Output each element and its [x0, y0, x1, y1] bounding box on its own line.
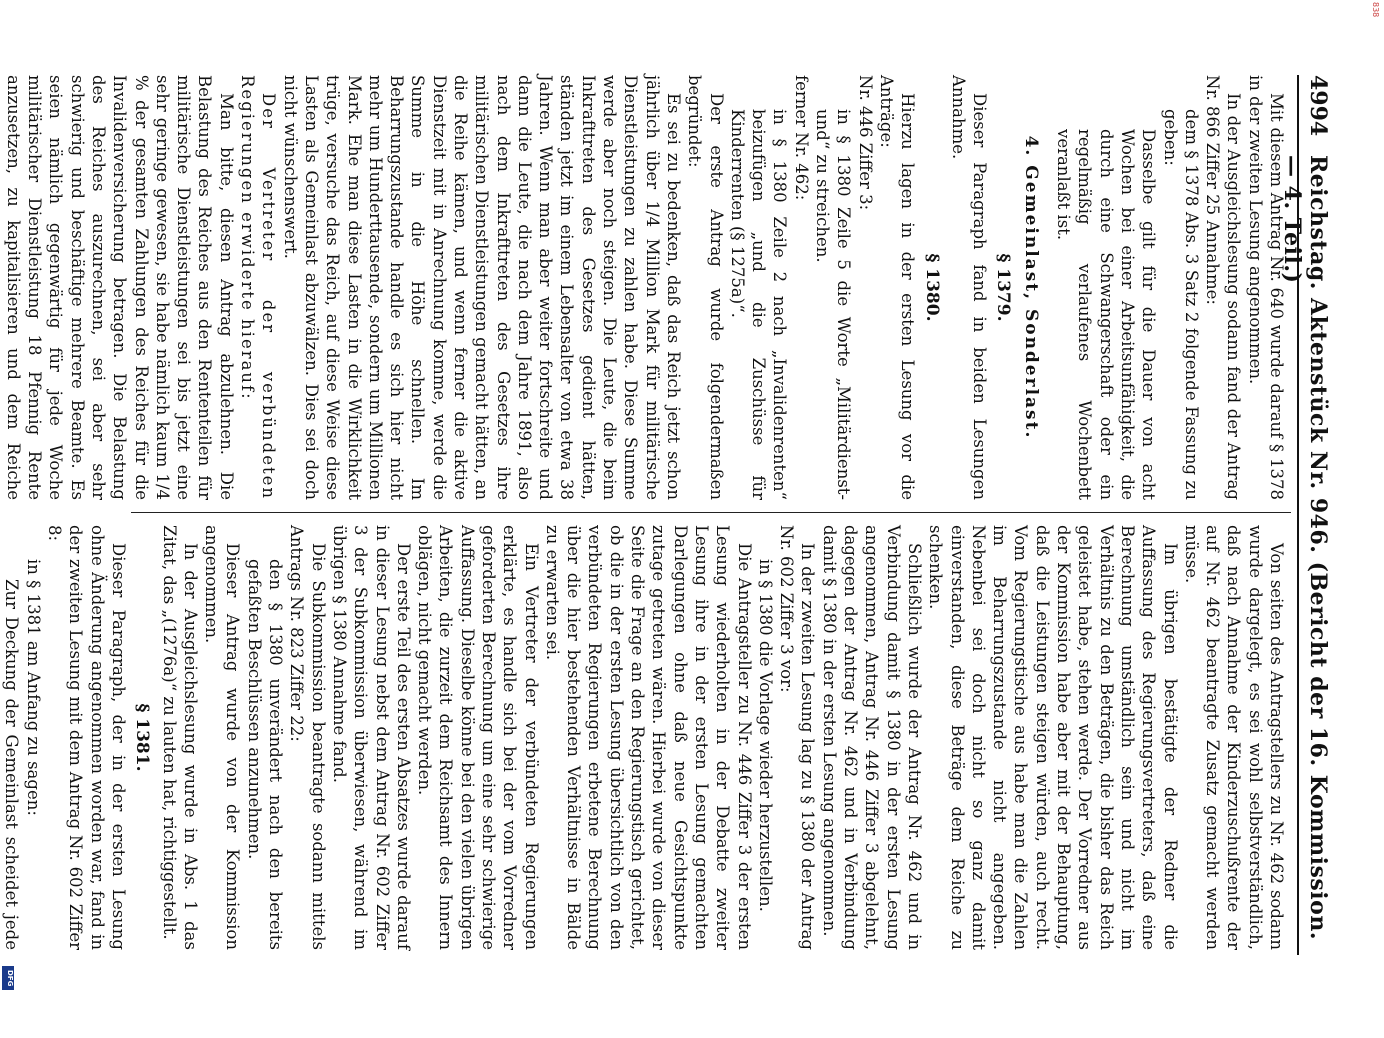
column-divider: [131, 512, 1291, 513]
paragraph: Es sei zu bedenken, daß das Reich jetzt schon jährlich über 1/4 Million Mark für militärische Dienstleistungen zu zahlen habe. Diese Summe werde aber noch steigen. Die Leute, die beim Inkrafttreten des Gesetzes gedient hätten, ständen jetzt im einem Lebensalter von etwa 38 Jahren. Wenn man aber weiter fortschreite und dann die Leute, die nach dem Jahre 1891, also nach dem Inkrafttreten des Gesetzes ihre militärischen Dienstleistungen gemacht hätten, an die Reihe kämen, und wenn ferner die aktive Dienstzeit mit in Anrechnung komme, werde die Summe in die Höhe schnellen. Im Beharrungszustande handle es sich hier nicht mehr um Hunderttausende, sondern um Millionen Mark. Ehe man diese Lasten in die Wirklichkeit trüge, versuche das Reich, auf diese Weise diese Lasten als Gemeinlast abzuwälzen. Dies sei doch nicht wünschenswert.: [280, 75, 683, 500]
quoted-text: Zur Deckung der Gemeinlast scheidet jede: [2, 579, 22, 950]
quoted-text: in § 1380 Zeile 2 nach „Invalidenrenten“ beizufügen „und die Zuschüsse für Kinderrenten (§ 1275a)“.: [727, 109, 790, 500]
quoted-text: in § 1380 die Vorlage wieder herzustellen.: [755, 559, 775, 912]
paragraph: Mit diesem Antrag Nr. 640 wurde darauf § 1378 in der zweiten Lesung angenommen.: [1245, 75, 1286, 500]
section-number: § 1381.: [132, 703, 153, 772]
paragraph: In der Ausgleichslesung sodann fand der Antrag Nr. 866 Ziffer 25 Annahme:: [1203, 75, 1244, 500]
paragraph: ferner Nr. 462:: [791, 75, 811, 201]
quoted-text: in § 1381 am Anfang zu sagen:: [23, 559, 43, 816]
paragraph: Dieser Paragraph, der in der ersten Lesung ohne Änderung angenommen worden war, fand in der zweiten Lesung mit dem Antrag Nr. 602 Ziffer 8:: [45, 525, 128, 950]
paragraph: Schließlich wurde der Antrag Nr. 462 und in Verbindung damit § 1380 in der ersten Lesung angenommen, Antrag Nr. 446 Ziffer 3 abgelehnt, dagegen der Antrag Nr. 462 und in Verbindung damit § 1380 in der ersten Lesung angenommen.: [819, 525, 924, 950]
paragraph: Der erste Teil des ersten Absatzes wurde darauf in dieser Lesung nebst dem Antrag Nr. 602 Ziffer 3 der Subkommission überwiesen, während im übrigen § 1380 Annahme fand.: [329, 525, 413, 950]
paragraph: In der zweiten Lesung lag zu § 1380 der Antrag Nr. 602 Ziffer 3 vor:: [777, 525, 818, 950]
paragraph: Dieser Paragraph fand in beiden Lesungen Annahme.: [948, 75, 990, 500]
section-heading: 4. Gemeinlast, Sonderlast.: [1020, 135, 1041, 440]
paragraph: dem § 1378 Abs. 3 Satz 2 folgende Fassung zu geben:: [1160, 109, 1201, 500]
page-stamp: 838: [1371, 2, 1380, 18]
page-title: Reichstag. Aktenstück Nr. 946. (Bericht der 16. Kommission. — 4. Teil.): [1279, 155, 1331, 940]
paragraph: Der Vertreter der verbündeten Regierungen erwiderte hierauf:: [238, 75, 279, 500]
paragraph: Der erste Antrag wurde folgendermaßen begründet:: [685, 75, 726, 500]
paragraph: Die Subkommission beantragte sodann mittels Antrags Nr. 823 Ziffer 22:: [287, 525, 328, 950]
paragraph: Dieser Antrag wurde von der Kommission angenommen.: [202, 525, 243, 950]
quoted-text: den § 1380 unverändert nach den bereits gefaßten Beschlüssen anzunehmen.: [244, 559, 286, 950]
paragraph: Im übrigen bestätigte der Redner die Auffassung des Regierungsvertreters, daß eine Berechnung umständlich sein und nicht im Verhältnis zu den Beträgen, die bisher das Reich geleistet habe, stehen werde. Der Vorredner aus der Kommission habe aber mit der Behauptung, daß die Leistungen steigen würden, auch recht. Vom Regierungstische aus habe man die Zahlen im Beharrungszustande nicht angegeben. Nebenbei sei doch nicht so ganz damit einverstanden, diese Beträge dem Reiche zu schenken.: [926, 525, 1180, 950]
quoted-text: Dasselbe gilt für die Dauer von acht Wochen bei einer Arbeitsunfähigkeit, die durch eine Schwangerschaft oder ein regelmäßig verlaufenes Wochenbett veranlaßt ist.: [1054, 129, 1159, 500]
section-number: § 1380.: [921, 253, 942, 322]
document-page: [2, 75, 1335, 955]
paragraph: Man bitte, diesen Antrag abzulehnen. Die Belastung des Reiches aus den Rententeilen für militärische Dienstleistungen sei bis jetzt eine sehr geringe gewesen, sie habe nämlich kaum 1/4 % der gesamten Zahlungen des Reiches für die Invalidenversicherung betragen. Die Belastung des Reiches auszurechnen, sei aber sehr schwierig und beschäftige mehrere Beamte. Es seien nämlich gegenwärtig für jede Woche militärischer Dienstleistung 18 Pfennig Rente anzusetzen, zu kapitalisieren und dem Reiche: [3, 75, 236, 500]
right-column: [0, 525, 1287, 950]
dfg-logo: DFG: [2, 966, 14, 990]
left-column: [0, 75, 1287, 500]
quoted-text: in § 1380 Zeile 5 die Worte „Militärdienst- und“ zu streichen.: [813, 109, 854, 500]
paragraph: Hierzu lagen in der ersten Lesung vor die Anträge:: [876, 75, 918, 500]
paragraph: Nr. 446 Ziffer 3:: [855, 75, 875, 211]
paragraph: Ein Vertreter der verbündeten Regierungen erklärte, es handle sich bei der vom Vorredner geforderten Berechnung um eine sehr schwierige Auffassung. Dieselbe könne bei den vielen übrigen Arbeiten, die zurzeit dem Reichsamt des Innern oblägen, nicht gemacht werden.: [415, 525, 541, 950]
page-number: 4994: [1305, 75, 1331, 137]
paragraph: Von seiten des Antragstellers zu Nr. 462 sodann wurde dargelegt, es sei wohl selbstverständlich, daß nach Annahme der Kinderzuschußrente der auf Nr. 462 beantragte Zusatz gemacht werden müsse.: [1181, 525, 1286, 950]
paragraph: Die Antragsteller zu Nr. 446 Ziffer 3 der ersten Lesung wiederholten in der Debatte zweiter Lesung ihre in der ersten Lesung gemachten Darlegungen ohne daß neue Gesichtspunkte zutage getreten wären. Hierbei wurde von dieser Seite die Frage an den Regierungstisch gerichtet, ob die in der ersten Lesung übersichtlich von den verbündeten Regierungen erbetene Berechnung über die hier bestehenden Verhältnisse in Bälde zu erwarten sei.: [542, 525, 754, 950]
section-number: § 1379.: [993, 253, 1014, 322]
page-header: [1279, 75, 1335, 955]
paragraph: In der Ausgleichslesung wurde in Abs. 1 das Zitat, das „(1276a)“ zu lauten hat, richtiggestellt.: [159, 525, 200, 950]
